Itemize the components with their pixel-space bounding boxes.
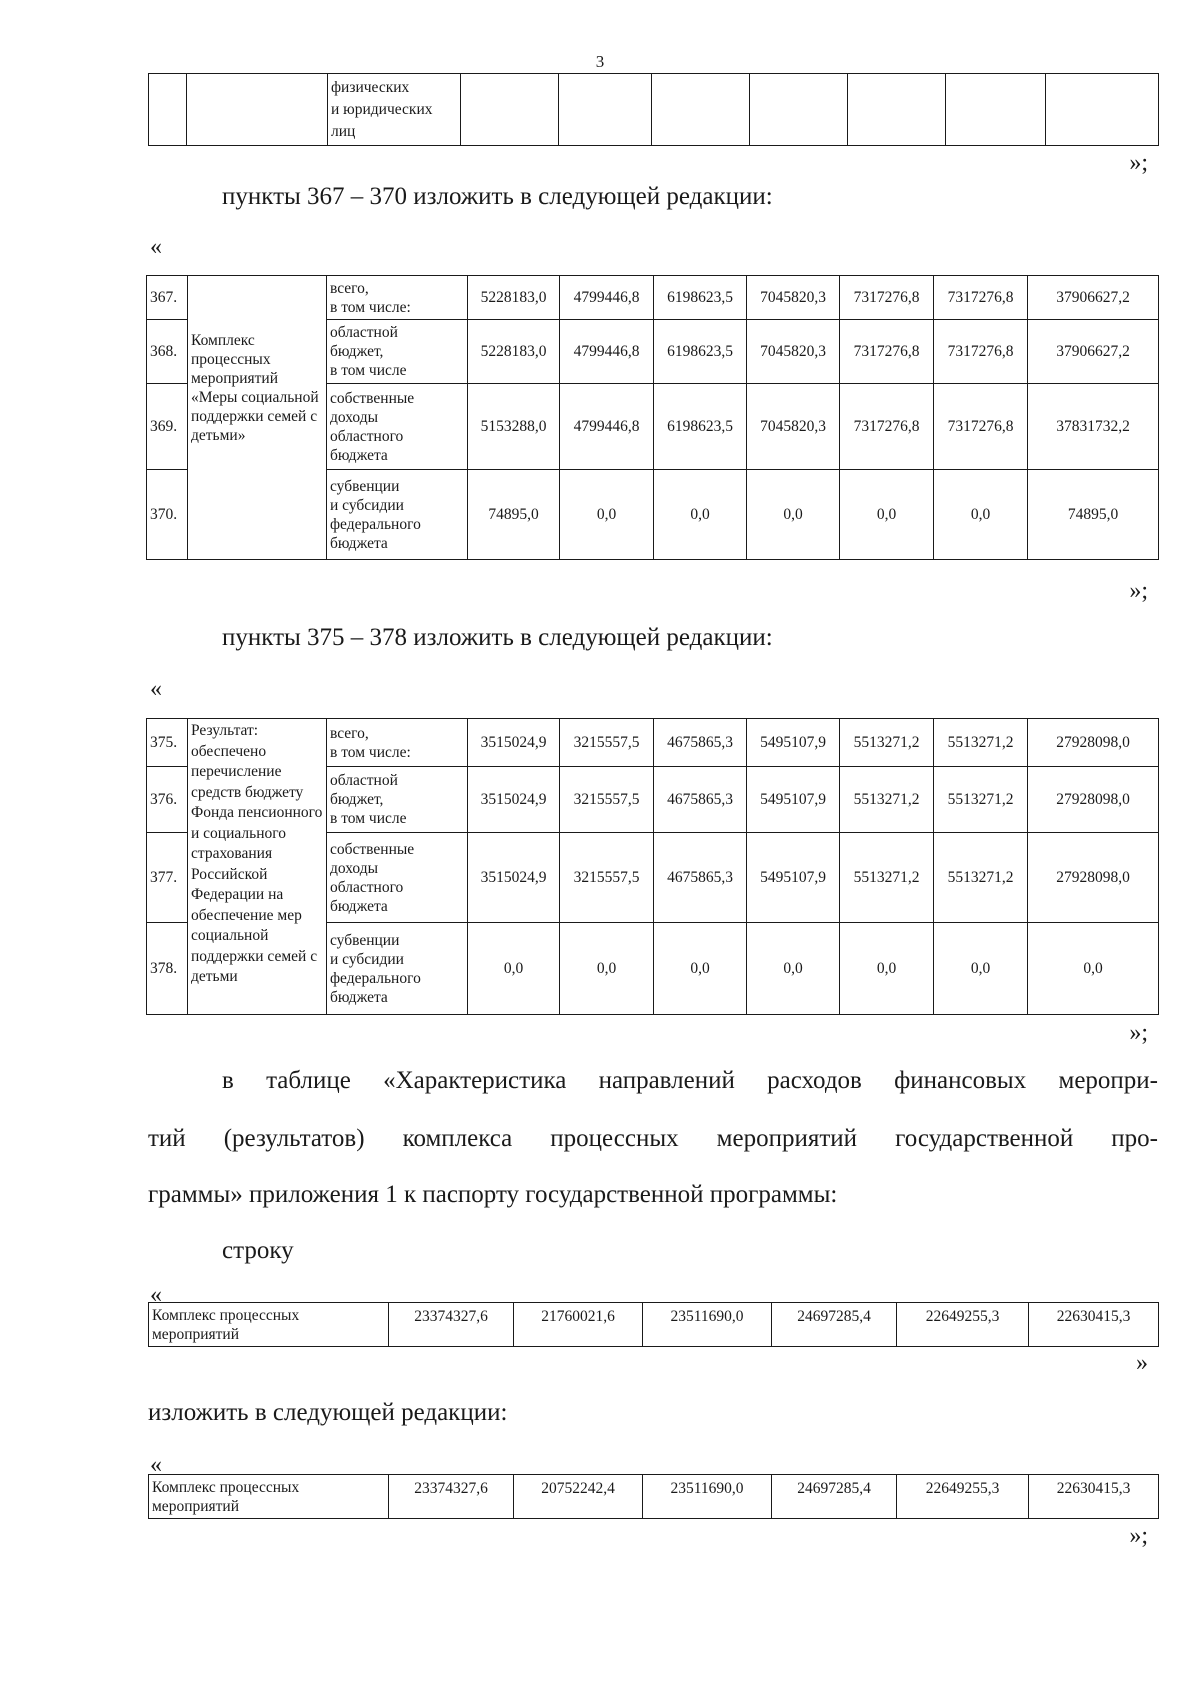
source-label: собственные доходы областного бюджета bbox=[327, 833, 468, 923]
closing-quote: »; bbox=[1129, 1020, 1148, 1046]
value-cell: 7317276,8 bbox=[840, 384, 934, 470]
value-cell: 37906627,2 bbox=[1028, 276, 1159, 320]
paragraph-line: граммы» приложения 1 к паспорту государственной программы: bbox=[148, 1181, 838, 1208]
row-index: 375. bbox=[147, 719, 188, 767]
row-new-table bbox=[148, 1474, 1159, 1519]
value-cell: 37906627,2 bbox=[1028, 320, 1159, 384]
cell bbox=[1046, 74, 1159, 146]
value-cell: 3215557,5 bbox=[560, 719, 654, 767]
value-cell: 20752242,4 bbox=[514, 1475, 643, 1519]
value-cell: 3515024,9 bbox=[468, 767, 560, 833]
top-continuation-table bbox=[148, 73, 1159, 146]
instruction-heading: пункты 367 – 370 изложить в следующей редакции: bbox=[222, 183, 773, 210]
value-cell: 3215557,5 bbox=[560, 833, 654, 923]
table-row bbox=[147, 719, 1159, 767]
row-index: 367. bbox=[147, 276, 188, 320]
table-row bbox=[149, 1303, 1159, 1347]
closing-quote: » bbox=[1136, 1350, 1148, 1376]
cell bbox=[461, 74, 559, 146]
row-index: 370. bbox=[147, 470, 188, 560]
value-cell: 6198623,5 bbox=[654, 276, 747, 320]
opening-quote: « bbox=[150, 676, 162, 702]
value-cell: 5495107,9 bbox=[747, 833, 840, 923]
value-cell: 37831732,2 bbox=[1028, 384, 1159, 470]
value-cell: 5153288,0 bbox=[468, 384, 560, 470]
table-items-367-370 bbox=[146, 275, 1159, 560]
value-cell: 27928098,0 bbox=[1028, 767, 1159, 833]
value-cell: 3515024,9 bbox=[468, 719, 560, 767]
value-cell: 22630415,3 bbox=[1029, 1475, 1159, 1519]
value-cell: 7317276,8 bbox=[934, 276, 1028, 320]
value-cell: 4799446,8 bbox=[560, 320, 654, 384]
value-cell: 0,0 bbox=[468, 923, 560, 1015]
value-cell: 7317276,8 bbox=[934, 320, 1028, 384]
source-label: собственные доходы областного бюджета bbox=[327, 384, 468, 470]
row-index: 368. bbox=[147, 320, 188, 384]
value-cell: 0,0 bbox=[747, 923, 840, 1015]
value-cell: 0,0 bbox=[934, 923, 1028, 1015]
source-label: всего, в том числе: bbox=[327, 719, 468, 767]
value-cell: 7317276,8 bbox=[934, 384, 1028, 470]
row-old-table bbox=[148, 1302, 1159, 1347]
value-cell: 4675865,3 bbox=[654, 767, 747, 833]
value-cell: 0,0 bbox=[560, 470, 654, 560]
value-cell: 23374327,6 bbox=[389, 1303, 514, 1347]
value-cell: 22649255,3 bbox=[897, 1303, 1029, 1347]
value-cell: 22630415,3 bbox=[1029, 1303, 1159, 1347]
value-cell: 5513271,2 bbox=[934, 719, 1028, 767]
value-cell: 27928098,0 bbox=[1028, 833, 1159, 923]
row-index: 377. bbox=[147, 833, 188, 923]
value-cell: 21760021,6 bbox=[514, 1303, 643, 1347]
row-index: 376. bbox=[147, 767, 188, 833]
source-label: всего, в том числе: bbox=[327, 276, 468, 320]
value-cell: 6198623,5 bbox=[654, 320, 747, 384]
value-cell: 5513271,2 bbox=[934, 833, 1028, 923]
top-table-text: физических и юридических лиц bbox=[328, 74, 461, 146]
value-cell: 5513271,2 bbox=[934, 767, 1028, 833]
value-cell: 4799446,8 bbox=[560, 276, 654, 320]
value-cell: 22649255,3 bbox=[897, 1475, 1029, 1519]
table-items-375-378 bbox=[146, 718, 1159, 1015]
value-cell: 0,0 bbox=[654, 470, 747, 560]
value-cell: 5513271,2 bbox=[840, 719, 934, 767]
value-cell: 0,0 bbox=[560, 923, 654, 1015]
row-label: Комплекс процессных мероприятий bbox=[149, 1475, 389, 1519]
value-cell: 3515024,9 bbox=[468, 833, 560, 923]
value-cell: 74895,0 bbox=[1028, 470, 1159, 560]
value-cell: 0,0 bbox=[747, 470, 840, 560]
source-label: областной бюджет, в том числе bbox=[327, 320, 468, 384]
value-cell: 4799446,8 bbox=[560, 384, 654, 470]
value-cell: 5513271,2 bbox=[840, 833, 934, 923]
group-label: Комплекс процессных мероприятий «Меры социальной поддержки семей с детьми» bbox=[188, 276, 327, 560]
cell bbox=[750, 74, 848, 146]
value-cell: 0,0 bbox=[840, 470, 934, 560]
opening-quote: « bbox=[150, 234, 162, 260]
value-cell: 0,0 bbox=[654, 923, 747, 1015]
cell bbox=[652, 74, 750, 146]
value-cell: 6198623,5 bbox=[654, 384, 747, 470]
instruction-heading: пункты 375 – 378 изложить в следующей редакции: bbox=[222, 624, 773, 651]
value-cell: 7045820,3 bbox=[747, 276, 840, 320]
value-cell: 23511690,0 bbox=[643, 1303, 772, 1347]
paragraph-line: тий (результатов) комплекса процессных мероприятий государственной про- bbox=[148, 1125, 1158, 1152]
value-cell: 24697285,4 bbox=[772, 1303, 897, 1347]
row-label: Комплекс процессных мероприятий bbox=[149, 1303, 389, 1347]
opening-quote: « bbox=[150, 1452, 162, 1478]
value-cell: 4675865,3 bbox=[654, 833, 747, 923]
closing-quote: »; bbox=[1129, 578, 1148, 604]
table-row bbox=[149, 1475, 1159, 1519]
instruction-word: строку bbox=[222, 1237, 294, 1264]
source-label: субвенции и субсидии федерального бюджета bbox=[327, 923, 468, 1015]
opening-quote: « bbox=[150, 1282, 162, 1308]
value-cell: 4675865,3 bbox=[654, 719, 747, 767]
cell bbox=[848, 74, 946, 146]
value-cell: 0,0 bbox=[840, 923, 934, 1015]
value-cell: 5513271,2 bbox=[840, 767, 934, 833]
value-cell: 5228183,0 bbox=[468, 320, 560, 384]
cell bbox=[946, 74, 1046, 146]
value-cell: 3215557,5 bbox=[560, 767, 654, 833]
value-cell: 0,0 bbox=[934, 470, 1028, 560]
page-number: 3 bbox=[595, 52, 605, 71]
row-index: 378. bbox=[147, 923, 188, 1015]
value-cell: 7045820,3 bbox=[747, 320, 840, 384]
source-label: субвенции и субсидии федерального бюджета bbox=[327, 470, 468, 560]
closing-quote: »; bbox=[1129, 150, 1148, 176]
value-cell: 7045820,3 bbox=[747, 384, 840, 470]
row-index: 369. bbox=[147, 384, 188, 470]
value-cell: 27928098,0 bbox=[1028, 719, 1159, 767]
value-cell: 23374327,6 bbox=[389, 1475, 514, 1519]
group-label: Результат: обеспечено перечисление средств бюджету Фонда пенсионного и социального страхования Российской Федерации на обеспечение мер социальной поддержки семей с детьми bbox=[188, 719, 327, 1015]
value-cell: 5495107,9 bbox=[747, 719, 840, 767]
paragraph-line: в таблице «Характеристика направлений расходов финансовых меропри- bbox=[222, 1067, 1158, 1094]
closing-quote: »; bbox=[1129, 1523, 1148, 1549]
value-cell: 5495107,9 bbox=[747, 767, 840, 833]
cell bbox=[149, 74, 187, 146]
cell bbox=[559, 74, 652, 146]
value-cell: 0,0 bbox=[1028, 923, 1159, 1015]
value-cell: 23511690,0 bbox=[643, 1475, 772, 1519]
source-label: областной бюджет, в том числе bbox=[327, 767, 468, 833]
cell bbox=[187, 74, 328, 146]
table-row bbox=[147, 276, 1159, 320]
value-cell: 24697285,4 bbox=[772, 1475, 897, 1519]
value-cell: 74895,0 bbox=[468, 470, 560, 560]
value-cell: 7317276,8 bbox=[840, 276, 934, 320]
value-cell: 5228183,0 bbox=[468, 276, 560, 320]
value-cell: 7317276,8 bbox=[840, 320, 934, 384]
instruction-heading: изложить в следующей редакции: bbox=[148, 1399, 508, 1426]
